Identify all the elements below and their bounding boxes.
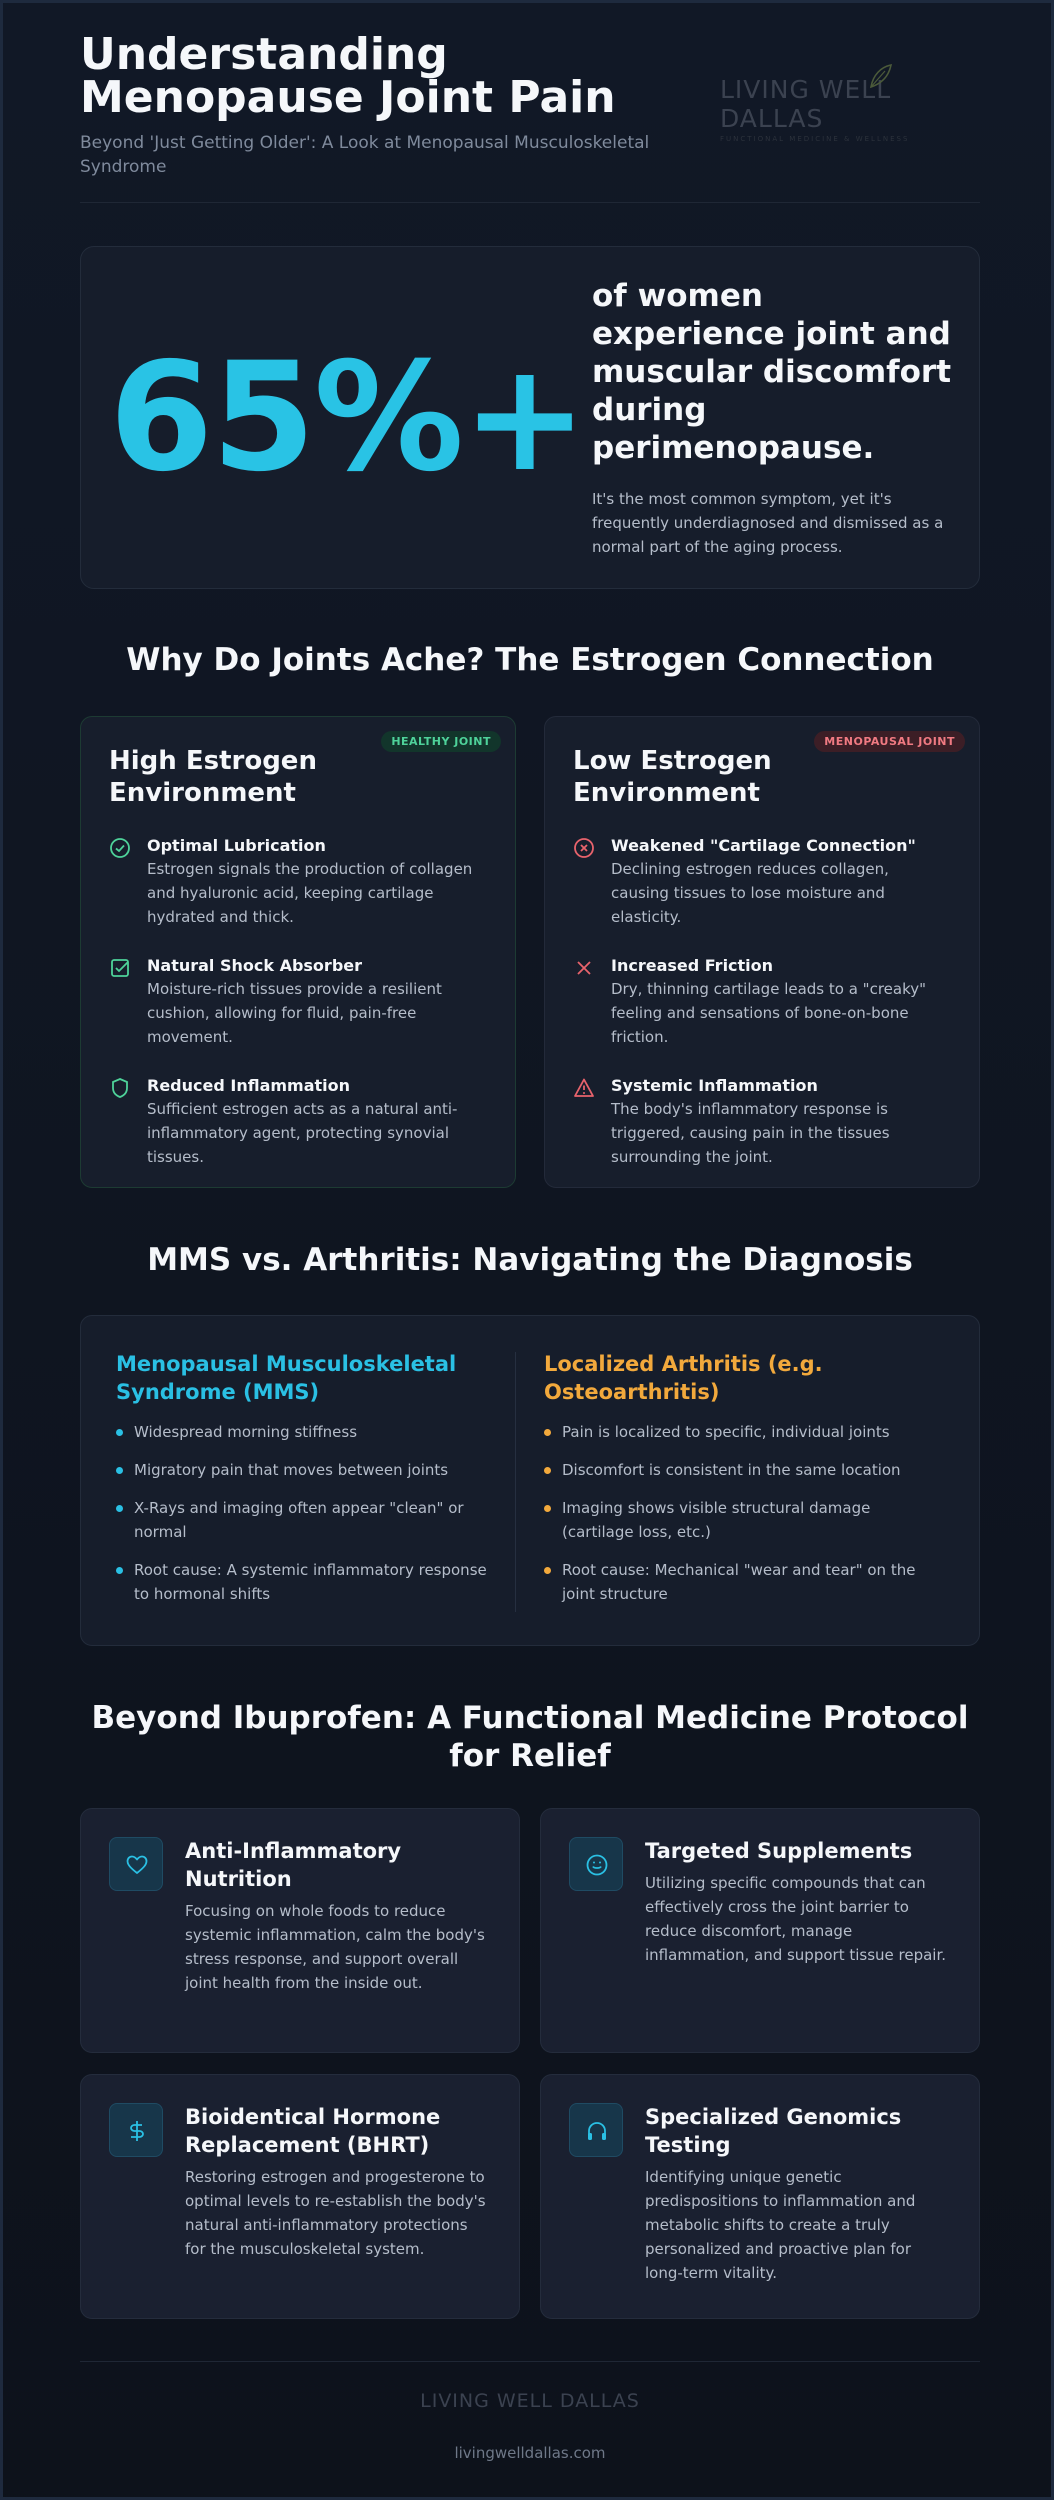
estrogen-comparison xyxy=(80,716,980,1188)
x-icon xyxy=(573,957,595,979)
section-title-estrogen: Why Do Joints Ache? The Estrogen Connection xyxy=(126,642,934,678)
heart-icon xyxy=(125,1853,149,1877)
mms-point xyxy=(116,1420,496,1444)
menopausal-joint-badge: MENOPAUSAL JOINT xyxy=(814,731,965,752)
arthritis-point-text: Imaging shows visible structural damage (cartilage loss, etc.) xyxy=(562,1499,871,1541)
shield-icon xyxy=(109,1077,131,1099)
benefit-body: Estrogen signals the production of collagen and hyaluronic acid, keeping cartilage hydrated and thick. xyxy=(147,860,473,926)
problem-title: Systemic Inflammation xyxy=(611,1076,818,1095)
protocol-card xyxy=(540,1808,980,2053)
estrogen-benefit-item xyxy=(109,835,487,929)
stat-headline: of women experience joint and muscular discomfort during perimenopause. xyxy=(592,278,952,466)
check-circle-icon xyxy=(109,837,131,859)
bullet-dot xyxy=(544,1467,551,1474)
smile-icon xyxy=(585,1853,609,1877)
estrogen-problem-item xyxy=(573,835,951,929)
arthritis-point xyxy=(544,1458,924,1482)
benefit-title: Natural Shock Absorber xyxy=(147,956,363,975)
arthritis-point xyxy=(544,1558,924,1606)
protocol-card xyxy=(80,2074,520,2319)
bullet-dot xyxy=(116,1467,123,1474)
protocol-body: Identifying unique genetic predispositions to inflammation and metabolic shifts to create a truly personalized and proactive plan for long-term vitality. xyxy=(645,2168,916,2282)
arthritis-point-text: Discomfort is consistent in the same location xyxy=(562,1461,901,1479)
protocol-title: Targeted Supplements xyxy=(645,1839,913,1863)
benefit-body: Moisture-rich tissues provide a resilient cushion, allowing for fluid, pain-free movement. xyxy=(147,980,442,1046)
mms-column xyxy=(116,1350,496,1606)
benefit-title: Optimal Lubrication xyxy=(147,836,326,855)
stat-body: It's the most common symptom, yet it's frequently underdiagnosed and dismissed as a normal part of the aging process. xyxy=(592,490,944,556)
mms-point xyxy=(116,1496,496,1544)
estrogen-benefit-item xyxy=(109,955,487,1049)
mms-point xyxy=(116,1558,496,1606)
check-square-icon xyxy=(109,957,131,979)
arthritis-point-text: Root cause: Mechanical "wear and tear" on the joint structure xyxy=(562,1561,916,1603)
brand-logo-tagline: FUNCTIONAL MEDICINE & WELLNESS xyxy=(720,135,910,143)
bullet-dot xyxy=(116,1567,123,1574)
estrogen-problem-item xyxy=(573,955,951,1049)
diagnosis-comparison-card xyxy=(80,1315,980,1646)
problem-body: Dry, thinning cartilage leads to a "creaky" feeling and sensations of bone-on-bone friction. xyxy=(611,980,927,1046)
estrogen-problem-item xyxy=(573,1075,951,1169)
bullet-dot xyxy=(544,1567,551,1574)
arthritis-point-text: Pain is localized to specific, individual joints xyxy=(562,1423,890,1441)
protocol-card xyxy=(540,2074,980,2319)
benefit-body: Sufficient estrogen acts as a natural anti-inflammatory agent, protecting synovial tissues. xyxy=(147,1100,458,1166)
bullet-dot xyxy=(116,1505,123,1512)
protocol-body: Focusing on whole foods to reduce systemic inflammation, calm the body's stress response, and support overall joint health from the inside out. xyxy=(185,1902,485,1992)
benefit-title: Reduced Inflammation xyxy=(147,1076,351,1095)
estrogen-section-heading xyxy=(80,641,980,679)
protocol-icon-box xyxy=(109,1837,163,1891)
stat-card xyxy=(80,246,980,589)
mms-point-text: X-Rays and imaging often appear "clean" or normal xyxy=(134,1499,464,1541)
bullet-dot xyxy=(544,1429,551,1436)
page-subtitle: Beyond 'Just Getting Older': A Look at Menopausal Musculoskeletal Syndrome xyxy=(80,133,650,177)
section-title-protocol: Beyond Ibuprofen: A Functional Medicine Protocol for Relief xyxy=(91,1700,969,1774)
problem-title: Weakened "Cartilage Connection" xyxy=(611,836,916,855)
arthritis-column xyxy=(544,1350,924,1606)
problem-title: Increased Friction xyxy=(611,956,774,975)
page-title: Understanding Menopause Joint Pain xyxy=(80,29,616,123)
protocol-body: Restoring estrogen and progesterone to optimal levels to re-establish the body's natural anti-inflammatory protections for the musculoskeletal system. xyxy=(185,2168,486,2258)
protocol-body: Utilizing specific compounds that can effectively cross the joint barrier to reduce discomfort, manage inflammation, and support tissue repair. xyxy=(645,1874,947,1964)
stat-value: 65%+ xyxy=(109,331,586,505)
protocol-card xyxy=(80,1808,520,2053)
mms-point-text: Widespread morning stiffness xyxy=(134,1423,358,1441)
header xyxy=(80,29,980,203)
brand-logo-text: LIVING WELL DALLAS xyxy=(720,75,892,133)
low-estrogen-title: Low Estrogen Environment xyxy=(573,746,772,808)
high-estrogen-title: High Estrogen Environment xyxy=(109,746,317,808)
protocol-title: Anti-Inflammatory Nutrition xyxy=(185,1839,402,1891)
protocol-icon-box xyxy=(569,2103,623,2157)
warning-icon xyxy=(573,1077,595,1099)
protocol-title: Bioidentical Hormone Replacement (BHRT) xyxy=(185,2105,441,2157)
protocol-title: Specialized Genomics Testing xyxy=(645,2105,902,2157)
high-estrogen-card xyxy=(80,716,516,1188)
problem-body: Declining estrogen reduces collagen, causing tissues to lose moisture and elasticity. xyxy=(611,860,889,926)
headphones-icon xyxy=(585,2119,609,2143)
protocol-icon-box xyxy=(569,1837,623,1891)
problem-body: The body's inflammatory response is triggered, causing pain in the tissues surrounding the joint. xyxy=(611,1100,890,1166)
stat-text xyxy=(592,277,952,559)
bullet-dot xyxy=(544,1505,551,1512)
bullet-dot xyxy=(116,1429,123,1436)
arthritis-point xyxy=(544,1496,924,1544)
brand-logo xyxy=(720,75,980,143)
footer-url-link[interactable]: livingwelldallas.com xyxy=(454,2444,606,2462)
estrogen-benefit-item xyxy=(109,1075,487,1169)
protocol-icon-box xyxy=(109,2103,163,2157)
section-title-diagnosis: MMS vs. Arthritis: Navigating the Diagnosis xyxy=(147,1242,913,1278)
diagnosis-section-heading xyxy=(80,1241,980,1279)
dollar-icon xyxy=(125,2119,149,2143)
x-circle-icon xyxy=(573,837,595,859)
mms-title: Menopausal Musculoskeletal Syndrome (MMS) xyxy=(116,1352,457,1404)
column-divider xyxy=(515,1352,516,1612)
arthritis-title: Localized Arthritis (e.g. Osteoarthritis) xyxy=(544,1352,823,1404)
mms-point-text: Migratory pain that moves between joints xyxy=(134,1461,449,1479)
mms-point xyxy=(116,1458,496,1482)
footer-logo: LIVING WELL DALLAS xyxy=(420,2390,640,2412)
footer xyxy=(80,2361,980,2481)
arthritis-point xyxy=(544,1420,924,1444)
mms-point-text: Root cause: A systemic inflammatory response to hormonal shifts xyxy=(134,1561,487,1603)
healthy-joint-badge: HEALTHY JOINT xyxy=(381,731,501,752)
protocol-section-heading xyxy=(80,1699,980,1775)
leaf-icon xyxy=(865,61,895,91)
low-estrogen-card xyxy=(544,716,980,1188)
protocol-grid xyxy=(80,1808,980,2318)
